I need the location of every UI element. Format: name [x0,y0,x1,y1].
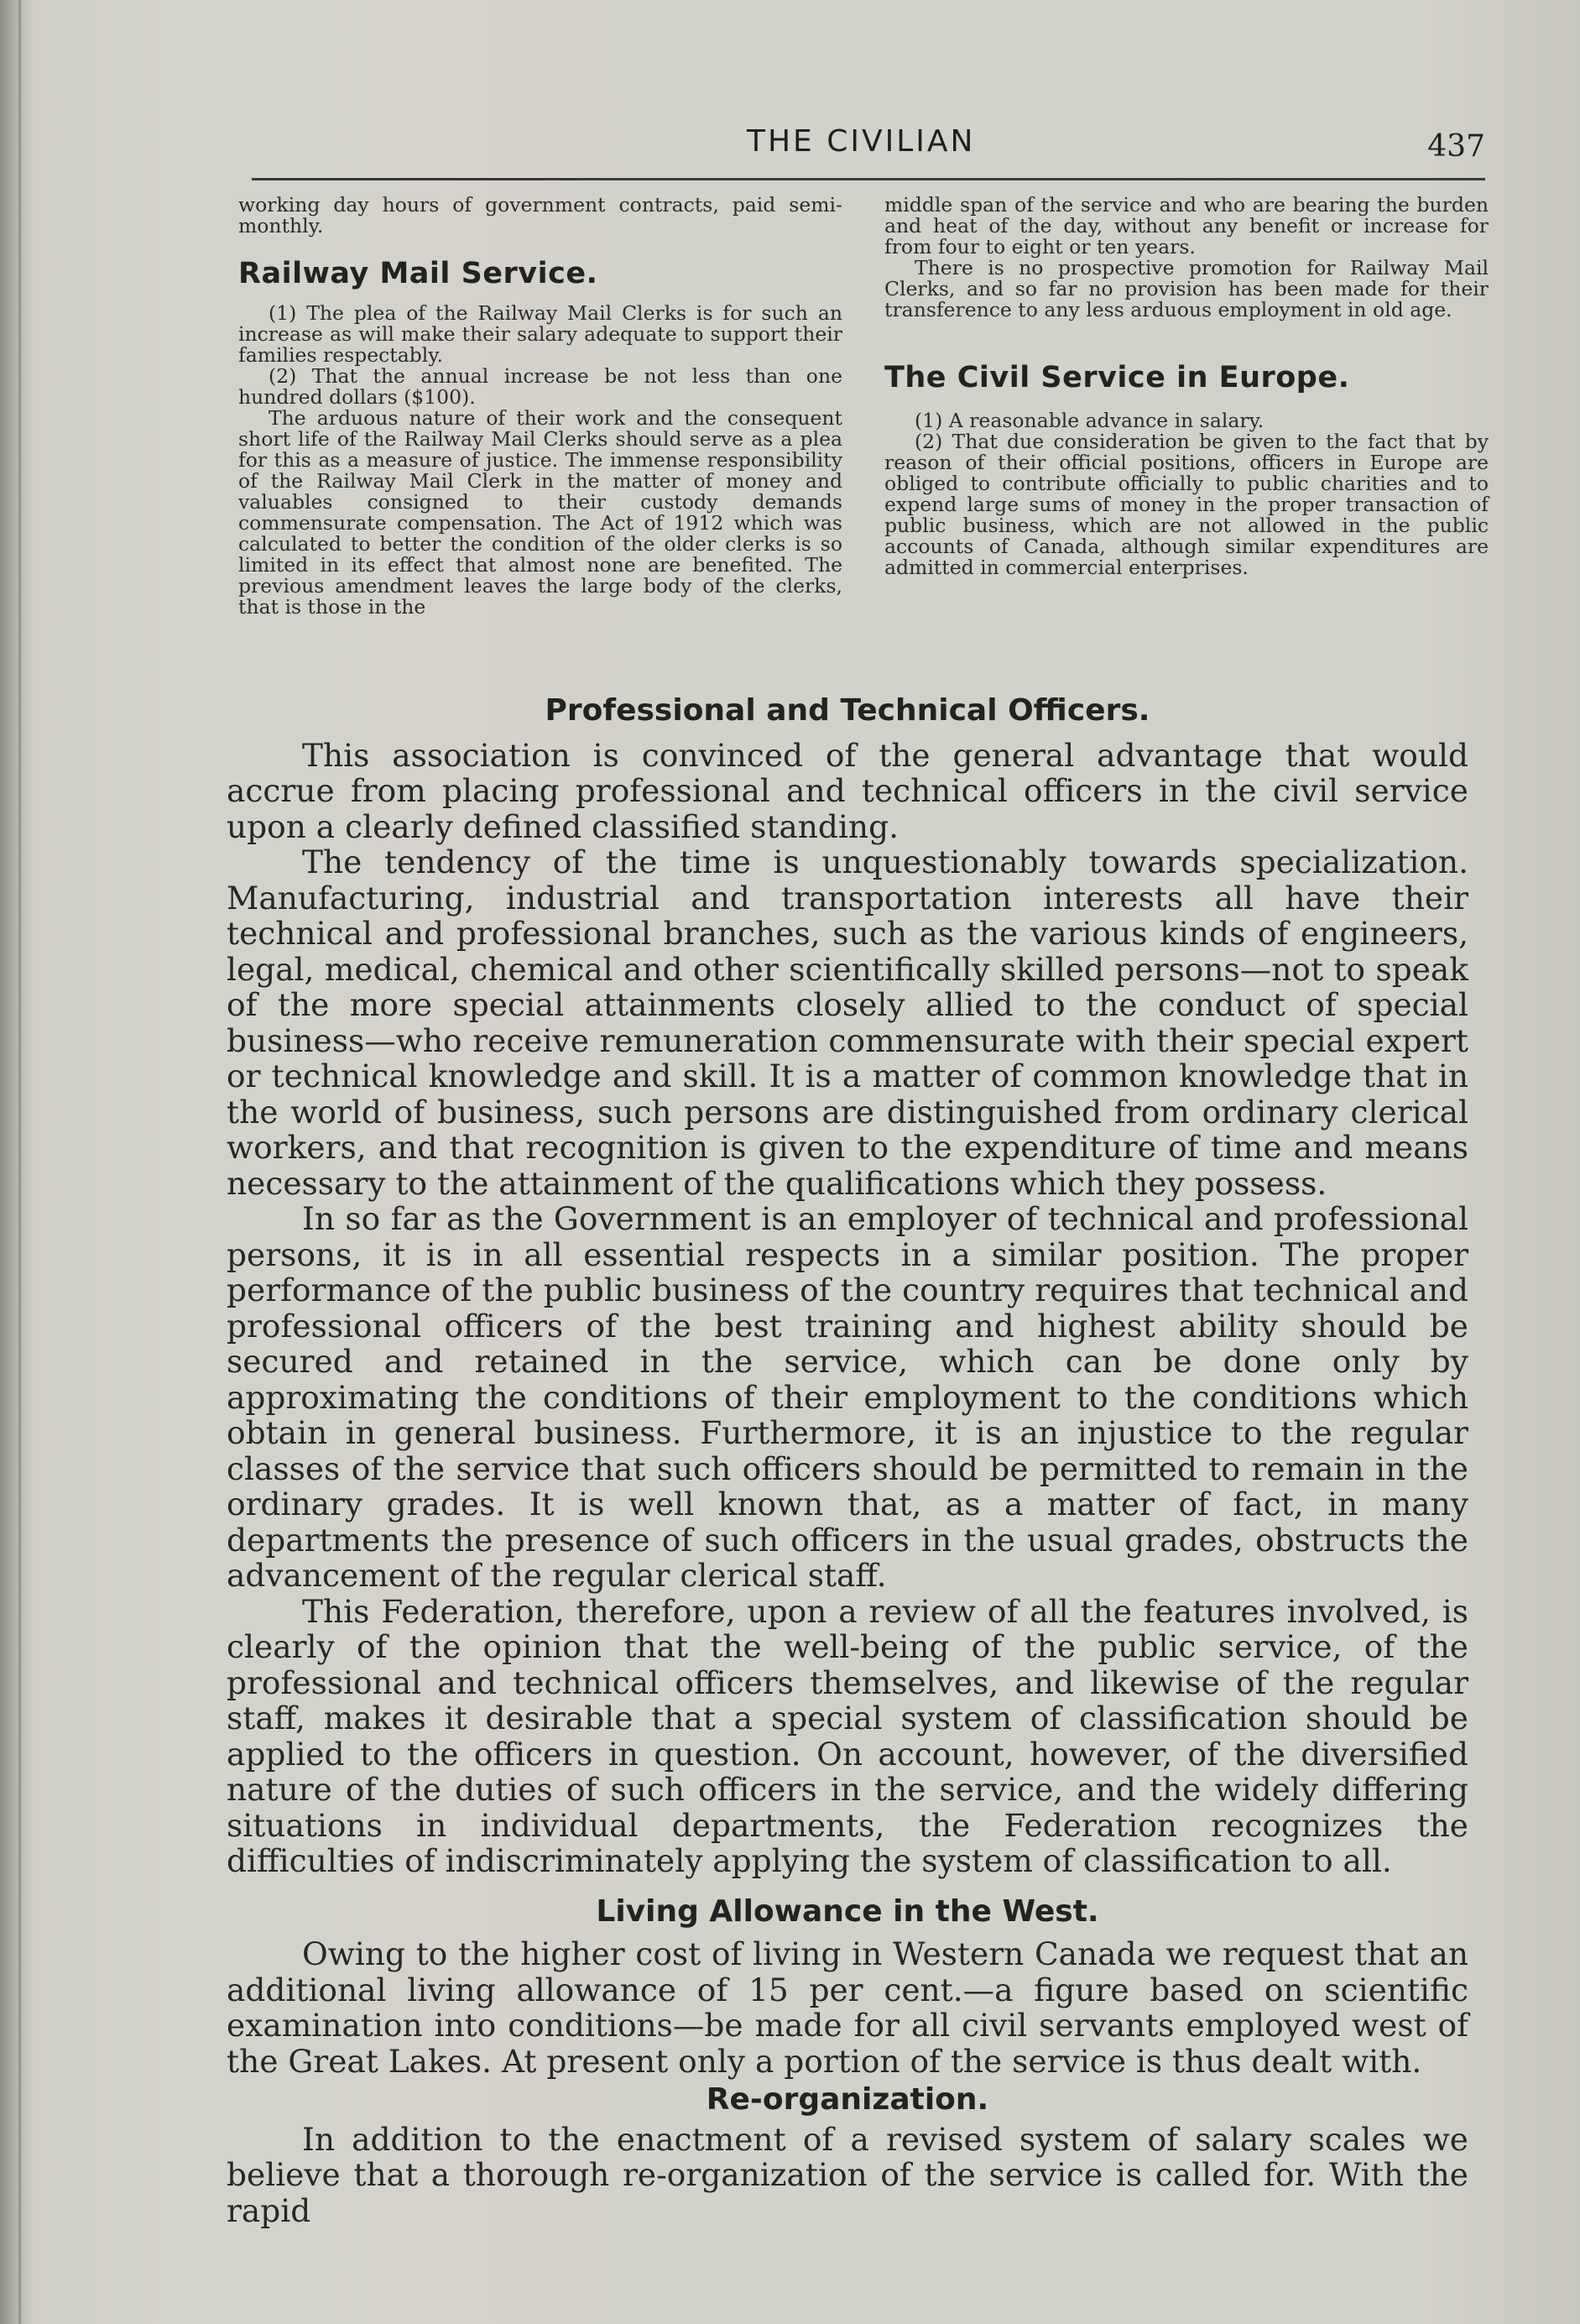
professional-paragraph-1: This association is convinced of the general advantage that would accrue from placing professional and technical officers in the civil service upon a clearly defined classified standing. [227,736,1468,845]
railway-promotion-paragraph: There is no prospective promotion for Railway Mail Clerks, and so far no provision has been made for their transference to any less arduous employment in old age. [884,256,1489,321]
railway-mail-paragraph: The arduous nature of their work and the consequent short life of the Railway Mail Clerks should serve as a plea for this as a measure of justice. The immense responsibility of the Railway Mail Clerk in the matter of money and valuables consigned to their custody demands commensurate compensation. The Act of 1912 which was calculated to better the condition of the older clerks is so limited in its effect that almost none are benefited. The previous amendment leaves the large body of the clerks, that is those in the [238,406,842,619]
railway-mail-point-2: (2) That the annual increase be not less than one hundred dollars ($100). [238,364,842,409]
reorganization-heading: Re-organization. [706,2082,989,2117]
europe-point-1: (1) A reasonable advance in salary. [915,409,1265,432]
page-number: 437 [1427,129,1485,164]
civil-service-europe-heading: The Civil Service in Europe. [884,361,1350,394]
left-intro-text: working day hours of government contracts, paid semi-monthly. [238,193,842,238]
right-column [884,195,1489,578]
europe-point-2: (2) That due consideration be given to the fact that by reason of their official positions, officers in Europe are obliged to contribute officially to public charities and to expend large sums of money in the proper transaction of public business, which are not allowed in the public accounts of Canada, although similar expenditures are admitted in commercial enterprises. [884,430,1489,579]
professional-paragraph-2: The tendency of the time is unquestionably towards specialization. Manufacturing, industrial and transportation interests all have their technical and professional branches, such as the various kinds of engineers, legal, medical, chemical and other scientifically skilled persons—not to speak of the more special attainments closely allied to the conduct of special business—who receive remuneration commensurate with their special expert or technical knowledge and skill. It is a matter of common knowledge that in the world of business, such persons are distinguished from ordinary clerical workers, and that recognition is given to the expenditure of time and means necessary to the attainment of the qualifications which they possess. [227,843,1468,1202]
reorganization-paragraph: In addition to the enactment of a revised system of salary scales we believe that a thorough re-organization of the service is called for. With the rapid [227,2120,1468,2229]
page-spine-shadow [18,0,21,2324]
railway-mail-point-1: (1) The plea of the Railway Mail Clerks is for such an increase as will make their salary adequate to support their families respectably. [238,301,842,367]
professional-paragraph-4: This Federation, therefore, upon a review of all the features involved, is clearly of the opinion that the well-being of the public service, of the professional and technical officers themselves, and likewise of the regular staff, makes it desirable that a special system of classification should be applied to the officers in question. On account, however, of the diversified nature of the duties of such officers in the service, and the widely differing situations in individual departments, the Federation recognizes the difficulties of indiscriminately applying the system of classification to all. [227,1592,1468,1879]
main-body [227,693,1468,2228]
professional-paragraph-3: In so far as the Government is an employer of technical and professional persons, it is in all essential respects in a similar position. The proper performance of the public business of the country requires that technical and professional officers of the best training and highest ability should be secured and retained in the service, which can be done only by approximating the conditions of their employment to the conditions which obtain in general business. Furthermore, it is an injustice to the regular classes of the service that such officers should be permitted to remain in the ordinary grades. It is well known that, as a matter of fact, in many departments the presence of such officers in the usual grades, obstructs the advancement of the regular clerical staff. [227,1200,1468,1594]
right-continuation-text: middle span of the service and who are bearing the burden and heat of the day, without any benefit or increase for from four to eight or ten years. [884,193,1489,259]
living-allowance-paragraph: Owing to the higher cost of living in Western Canada we request that an additional living allowance of 15 per cent.—a figure based on scientific examination into conditions—be made for all civil servants employed west of the Great Lakes. At present only a portion of the service is thus dealt with. [227,1935,1468,2080]
running-header [252,124,1485,175]
professional-technical-heading: Professional and Technical Officers. [545,693,1150,728]
publication-title: THE CIVILIAN [747,124,976,159]
railway-mail-heading: Railway Mail Service. [238,257,598,290]
header-rule [252,178,1485,180]
left-column [238,195,842,618]
living-allowance-heading: Living Allowance in the West. [596,1893,1099,1929]
